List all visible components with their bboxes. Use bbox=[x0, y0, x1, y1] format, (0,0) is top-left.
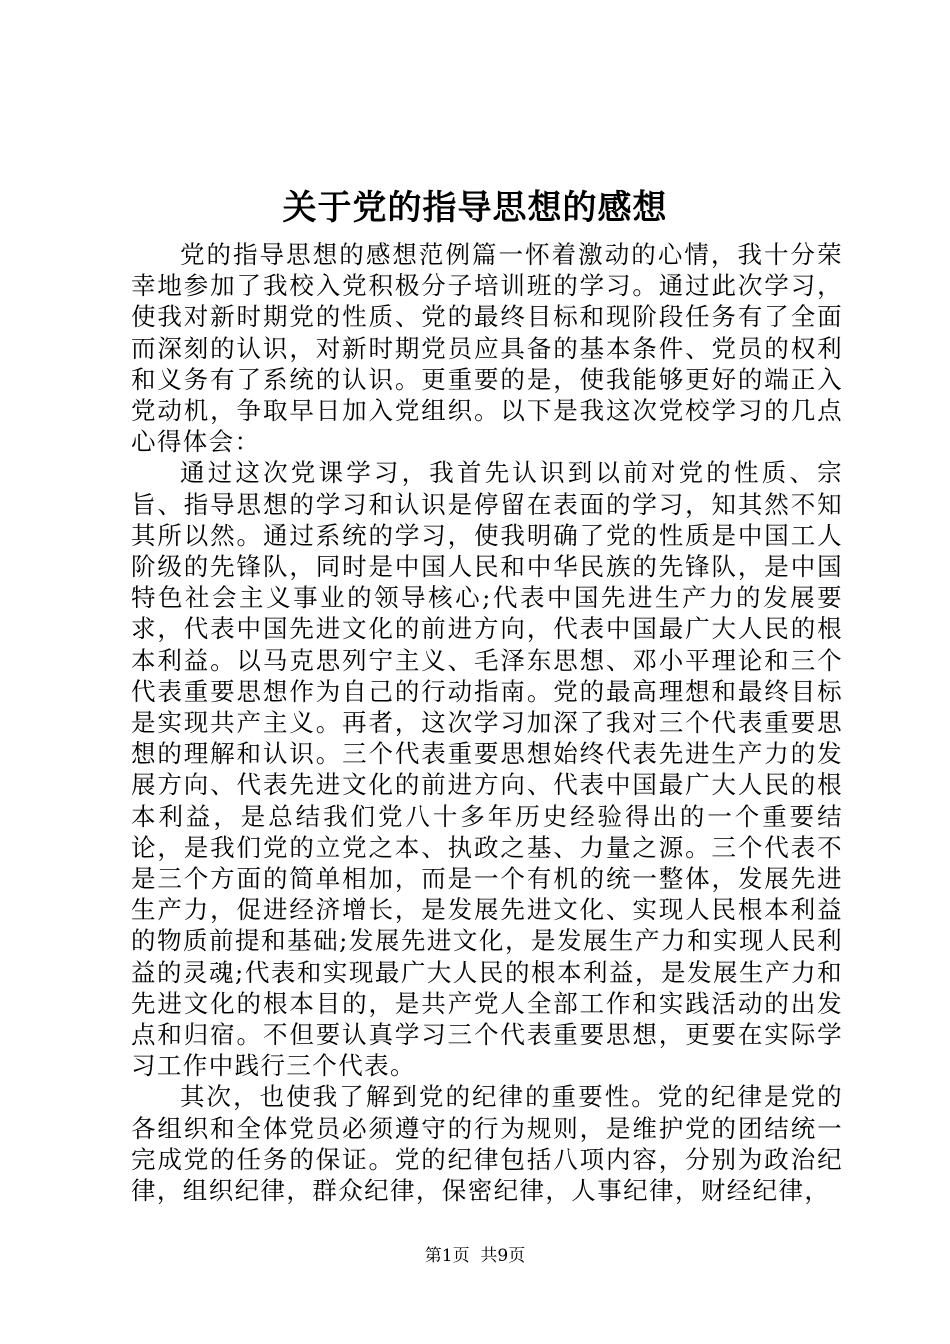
paragraph: 通过这次党课学习，我首先认识到以前对党的性质、宗旨、指导思想的学习和认识是停留在表面的学习，知其然不知其所以然。通过系统的学习，使我明确了党的性质是中国工人阶级的先锋队，同时是中国人民和中华民族的先锋队，是中国特色社会主义事业的领导核心;代表中国先进生产力的发展要求，代表中国先进文化的前进方向，代表中国最广大人民的根本利益。以马克思列宁主义、毛泽东思想、邓小平理论和三个代表重要思想作为自己的行动指南。党的最高理想和最终目标是实现共产主义。再者，这次学习加深了我对三个代表重要思想的理解和认识。三个代表重要思想始终代表先进生产力的发展方向、代表先进文化的前进方向、代表中国最广大人民的根本利益，是总结我们党八十多年历史经验得出的一个重要结论，是我们党的立党之本、执政之基、力量之源。三个代表不是三个方面的简单相加，而是一个有机的统一整体，发展先进生产力，促进经济增长，是发展先进文化、实现人民根本利益的物质前提和基础;发展先进文化，是发展生产力和实现人民利益的灵魂;代表和实现最广大人民的根本利益，是发展生产力和先进文化的根本目的，是共产党人全部工作和实践活动的出发点和归宿。不但要认真学习三个代表重要思想，更要在实际学习工作中践行三个代表。 bbox=[131, 458, 843, 1081]
page-number: 第1页 bbox=[424, 1246, 470, 1266]
paragraph: 其次，也使我了解到党的纪律的重要性。党的纪律是党的各组织和全体党员必须遵守的行为规则，是维护党的团结统一完成党的任务的保证。党的纪律包括八项内容，分别为政治纪律，组织纪律，群众纪律，保密纪律，人事纪律，财经纪律， bbox=[131, 1082, 843, 1206]
page-total: 共9页 bbox=[480, 1246, 526, 1266]
document-title: 关于党的指导思想的感想 bbox=[282, 188, 668, 228]
document-body bbox=[131, 239, 843, 1206]
paragraph: 党的指导思想的感想范例篇一怀着激动的心情，我十分荣幸地参加了我校入党积极分子培训班的学习。通过此次学习，使我对新时期党的性质、党的最终目标和现阶段任务有了全面而深刻的认识，对新时期党员应具备的基本条件、党员的权利和义务有了系统的认识。更重要的是，使我能够更好的端正入党动机，争取早日加入党组织。以下是我这次党校学习的几点心得体会： bbox=[131, 240, 843, 457]
page-footer bbox=[0, 1244, 950, 1268]
